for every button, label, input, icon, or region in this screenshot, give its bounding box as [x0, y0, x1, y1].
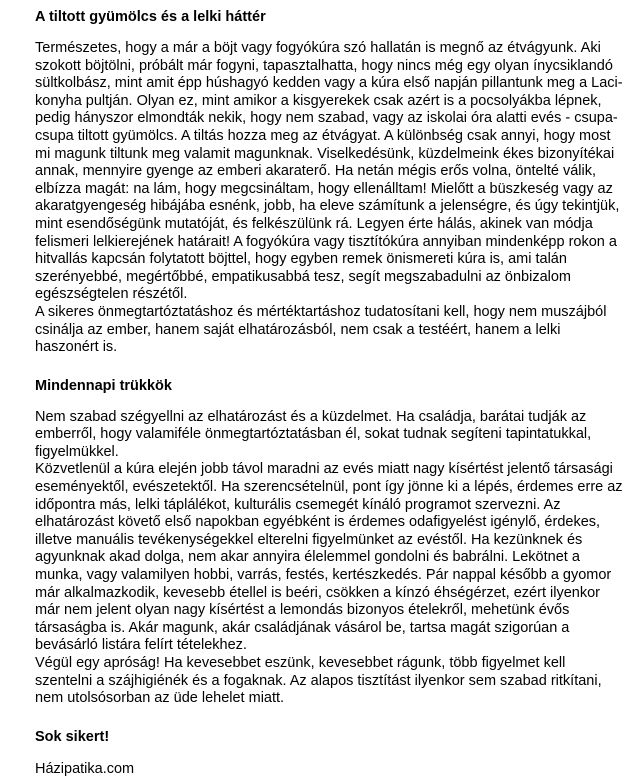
article-paragraph: Végül egy apróság! Ha kevesebbet eszünk, kevesebbet rágunk, több figyelmet kell szentelni a szájhigiénék és a fogaknak. Az alapos tisztítást ilyenkor sem szabad ritkítani, nem utolsósorban az üde lehelet miatt. — [35, 655, 602, 707]
article-paragraph: Közvetlenül a kúra elején jobb távol maradni az evés miatt nagy kísértést jelentő társasági eseményektől, evészetektől. Ha szerencsételnül, pont így jönne ki a lépés, érdemes erre az időpontra más, lelki táplálékot, kulturális csemegét kínáló programot szervezni. Az elhatározást követő első napokban egyébként is érdemes odafigyelést igénylő, érdekes, illetve manuális tevékenységekkel elterelni figyelmünket az evéstől. Ha kezünknek és agyunknak akad dolga, nem akar annyira élelemmel gondolni és babrálni. Lekötnet a munka, vagy valamilyen hobbi, varrás, festés, kertészkedés. Pár nappal később a gyomor már alkalmazkodik, kevesebb étellel is beéri, csökken a kínzó éhségérzet, ezért ilyenkor már nem jelent olyan nagy kísértést a lemondás bizonyos ételekről, mehetünk évős társaságba is. Akár magunk, akár családjának vásárol be, tartsa magát szigorúan a bevásárló listára felírt tételekhez. — [35, 461, 623, 654]
article-paragraph: Nem szabad szégyellni az elhatározást és a küzdelmet. Ha családja, barátai tudják az emberről, hogy valamiféle önmegtartóztatásban él, sokat tudnak segíteni tapintatukkal, figyelmükkel. — [35, 408, 592, 460]
article-paragraph: Természetes, hogy a már a böjt vagy fogyókúra szó hallatán is megnő az étvágyunk. Aki szokott böjtölni, próbált már fogyni, tapasztalhatta, hogy nincs még egy olyan ínycsiklandó sültkolbász, mint amit épp húshagyó kedden vagy a kúra első napján pillantunk meg a Laci-konyha pultján. Olyan ez, mint amikor a kisgyerekek csak azért is a pocsolyákba lépnek, pedig hányszor elmondták nekik, hogy nem szabad, vagy az iskolai óra alatti evés - csupa-csupa tiltott gyümölcs. A tiltás hozza meg az étvágyat. A különbség csak annyi, hogy most mi magunk tiltunk meg valamit magunknak. Viselkedésünk, küzdelmeink ékes bizonyítékai annak, mennyire gyenge az emberi akaraterő. Ha netán mégis erős volna, öntelté válik, elbízza magát: na lám, hogy megcsináltam, hogy ellenálltam! Mielőtt a büszkeség vagy az akaratgyengeség hibájába esnénk, jobb, ha eleve számítunk a jelenségre, és úgy tekintjük, mint esendőségünk mutatóját, és felkészülünk rá. Legyen érte hálás, akinek van módja felismeri lelkierejének határait! A fogyókúra vagy tisztítókúra annyiban mindenképp rokon a hitvallás kapcsán folytatott böjttel, hogy egyben remek önismereti kúra is, ami talán szerényebbé, megértőbbé, empatikusabbá tesz, segít megszabadulni az önbizalom egészségtelen részétől. — [35, 40, 623, 303]
section-forbidden-fruit — [35, 8, 624, 357]
section-daily-tricks — [35, 377, 624, 708]
article-paragraph: A sikeres önmegtartóztatáshoz és mértéktartáshoz tudatosítani kell, hogy nem muszájból csinálja az ember, hanem saját elhatározásból, nem csak a testéért, hanem a lelki haszonért is. — [35, 303, 607, 356]
source-credit: Házipatika.com — [35, 760, 135, 777]
section-title: Mindennapi trükkök — [35, 377, 172, 394]
signoff: Sok sikert! — [35, 728, 110, 745]
section-title: A tiltott gyümölcs és a lelki háttér — [35, 9, 266, 25]
